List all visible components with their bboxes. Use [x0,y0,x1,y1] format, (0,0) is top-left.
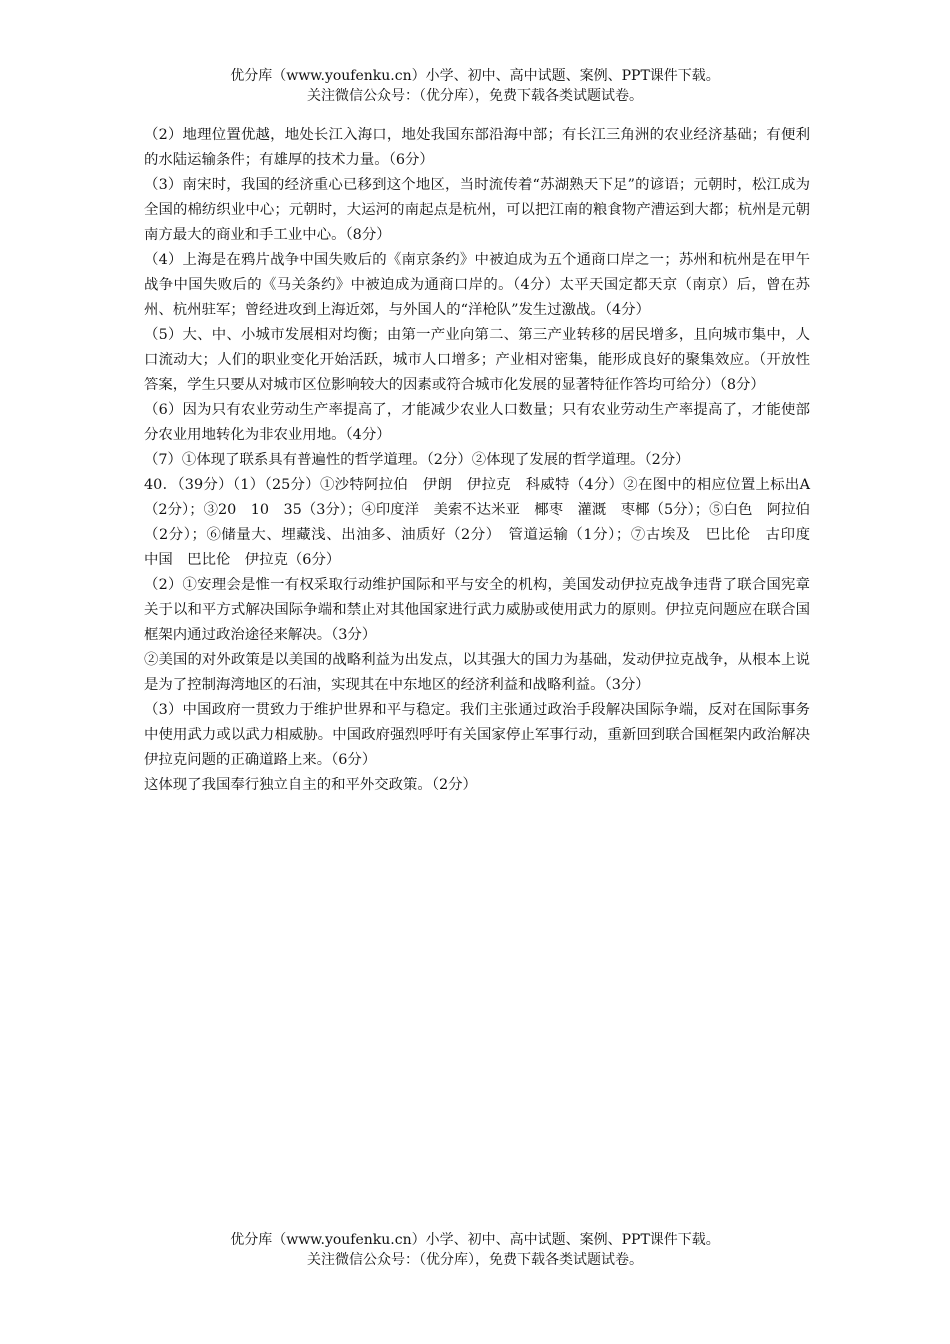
page-footer [0,1230,950,1270]
answer-content [144,123,825,798]
header-line-2: 关注微信公众号：（优分库），免费下载各类试题试卷。 [307,88,643,104]
footer-line-2: 关注微信公众号：（优分库），免费下载各类试题试卷。 [307,1252,643,1268]
answer-paragraph-3: （3）南宋时，我国的经济重心已移到这个地区，当时流传着“苏湖熟天下足”的谚语；元朝时，松江成为全国的棉纺织业中心；元朝时，大运河的南起点是杭州，可以把江南的粮食物产漕运到大都；杭州是元朝南方最大的商业和手工业中心。（8分） [144,177,810,243]
question-40-part-2-b: ②美国的对外政策是以美国的战略利益为出发点，以其强大的国力为基础，发动伊拉克战争，从根本上说是为了控制海湾地区的石油，实现其在中东地区的经济利益和战略利益。（3分） [144,652,810,693]
answer-paragraph-6: （6）因为只有农业劳动生产率提高了，才能减少农业人口数量；只有农业劳动生产率提高了，才能使部分农业用地转化为非农业用地。（4分） [144,402,810,443]
question-40-part-3: （3）中国政府一贯致力于维护世界和平与稳定。我们主张通过政治手段解决国际争端，反对在国际事务中使用武力或以武力相威胁。中国政府强烈呼吁有关国家停止军事行动，重新回到联合国框架内政治解决伊拉克问题的正确道路上来。（6分） [144,702,810,768]
answer-paragraph-5: （5）大、中、小城市发展相对均衡；由第一产业向第二、第三产业转移的居民增多，且向城市集中，人口流动大；人们的职业变化开始活跃，城市人口增多；产业相对密集，能形成良好的聚集效应。（开放性答案，学生只要从对城市区位影响较大的因素或符合城市化发展的显著特征作答均可给分）（8分） [144,327,810,393]
header-line-1: 优分库（www.youfenku.cn）小学、初中、高中试题、案例、PPT课件下载。 [230,68,720,84]
answer-paragraph-4: （4）上海是在鸦片战争中国失败后的《南京条约》中被迫成为五个通商口岸之一；苏州和杭州是在甲午战争中国失败后的《马关条约》中被迫成为通商口岸的。（4分）太平天国定都天京（南京）后，曾在苏州、杭州驻军；曾经进攻到上海近郊，与外国人的“洋枪队”发生过激战。（4分） [144,252,810,318]
footer-line-1: 优分库（www.youfenku.cn）小学、初中、高中试题、案例、PPT课件下载。 [230,1232,720,1248]
question-40-conclusion: 这体现了我国奉行独立自主的和平外交政策。（2分） [144,777,477,793]
answer-paragraph-7: （7）①体现了联系具有普遍性的哲学道理。（2分）②体现了发展的哲学道理。（2分） [144,452,690,468]
question-40-part-2-a: （2）①安理会是惟一有权采取行动维护国际和平与安全的机构，美国发动伊拉克战争违背了联合国宪章关于以和平方式解决国际争端和禁止对其他国家进行武力威胁或使用武力的原则。伊拉克问题应在联合国框架内通过政治途径来解决。（3分） [144,577,810,643]
page-header [0,66,950,106]
answer-paragraph-2: （2）地理位置优越，地处长江入海口，地处我国东部沿海中部；有长江三角洲的农业经济基础；有便利的水陆运输条件；有雄厚的技术力量。（6分） [144,127,810,168]
question-40-part-1: 40．（39分）（1）（25分）①沙特阿拉伯 伊朗 伊拉克 科威特（4分）②在图中的相应位置上标出A（2分）；③20 10 35（3分）；④印度洋 美索不达米亚 椰枣 灌溉 枣椰（5分）；⑤白色 阿拉伯（2分）；⑥储量大、埋藏浅、出油多、油质好（2分） 管道运输（1分）；⑦古埃及 巴比伦 古印度 中国 巴比伦 伊拉克（6分） [144,477,825,568]
